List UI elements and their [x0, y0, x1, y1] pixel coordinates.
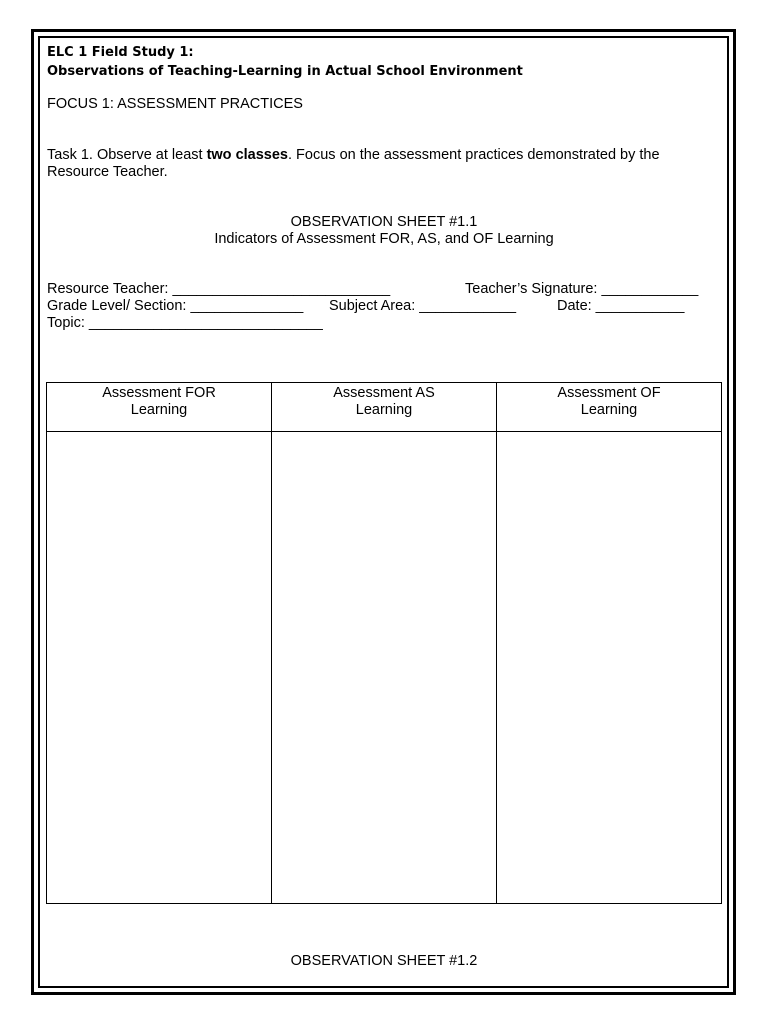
observation-sheet-2-title: OBSERVATION SHEET #1.2: [290, 953, 478, 969]
table-header-row: [47, 383, 722, 432]
column-header-line: Learning: [130, 402, 188, 418]
task-instructions: [47, 147, 717, 181]
column-header-line: Assessment OF: [557, 385, 661, 401]
course-heading: ELC 1 Field Study 1:: [47, 45, 194, 60]
column-header-line: Learning: [580, 402, 638, 418]
resource-teacher-field[interactable]: Resource Teacher: ___________________________: [47, 281, 391, 297]
observation-table: [46, 382, 722, 904]
task-prefix: Task 1. Observe at least: [47, 147, 207, 163]
subject-area-field[interactable]: Subject Area: ____________: [329, 298, 517, 314]
observation-sheet-1-title: OBSERVATION SHEET #1.1: [290, 214, 478, 230]
column-header-line: Learning: [355, 402, 413, 418]
table-row: [47, 432, 722, 904]
topic-field[interactable]: Topic: _____________________________: [47, 315, 323, 331]
grade-level-field[interactable]: Grade Level/ Section: ______________: [47, 298, 304, 314]
cell-assessment-for[interactable]: [47, 432, 272, 904]
task-emphasis: two classes: [206, 147, 288, 163]
column-header-line: Assessment AS: [333, 385, 435, 401]
date-field[interactable]: Date: ___________: [557, 298, 685, 314]
column-header-assessment-of: [497, 383, 722, 432]
cell-assessment-of[interactable]: [497, 432, 722, 904]
observation-sheet-1-subtitle: Indicators of Assessment FOR, AS, and OF Learning: [214, 231, 554, 247]
teacher-signature-field[interactable]: Teacher’s Signature: ____________: [465, 281, 699, 297]
column-header-assessment-as: [272, 383, 497, 432]
column-header-assessment-for: [47, 383, 272, 432]
column-header-line: Assessment FOR: [102, 385, 216, 401]
task-suffix: . Focus on the assessment practices demonstrated by the Resource Teacher.: [47, 147, 660, 180]
focus-heading: FOCUS 1: ASSESSMENT PRACTICES: [47, 96, 303, 112]
cell-assessment-as[interactable]: [272, 432, 497, 904]
document-title: Observations of Teaching-Learning in Actual School Environment: [47, 64, 523, 79]
